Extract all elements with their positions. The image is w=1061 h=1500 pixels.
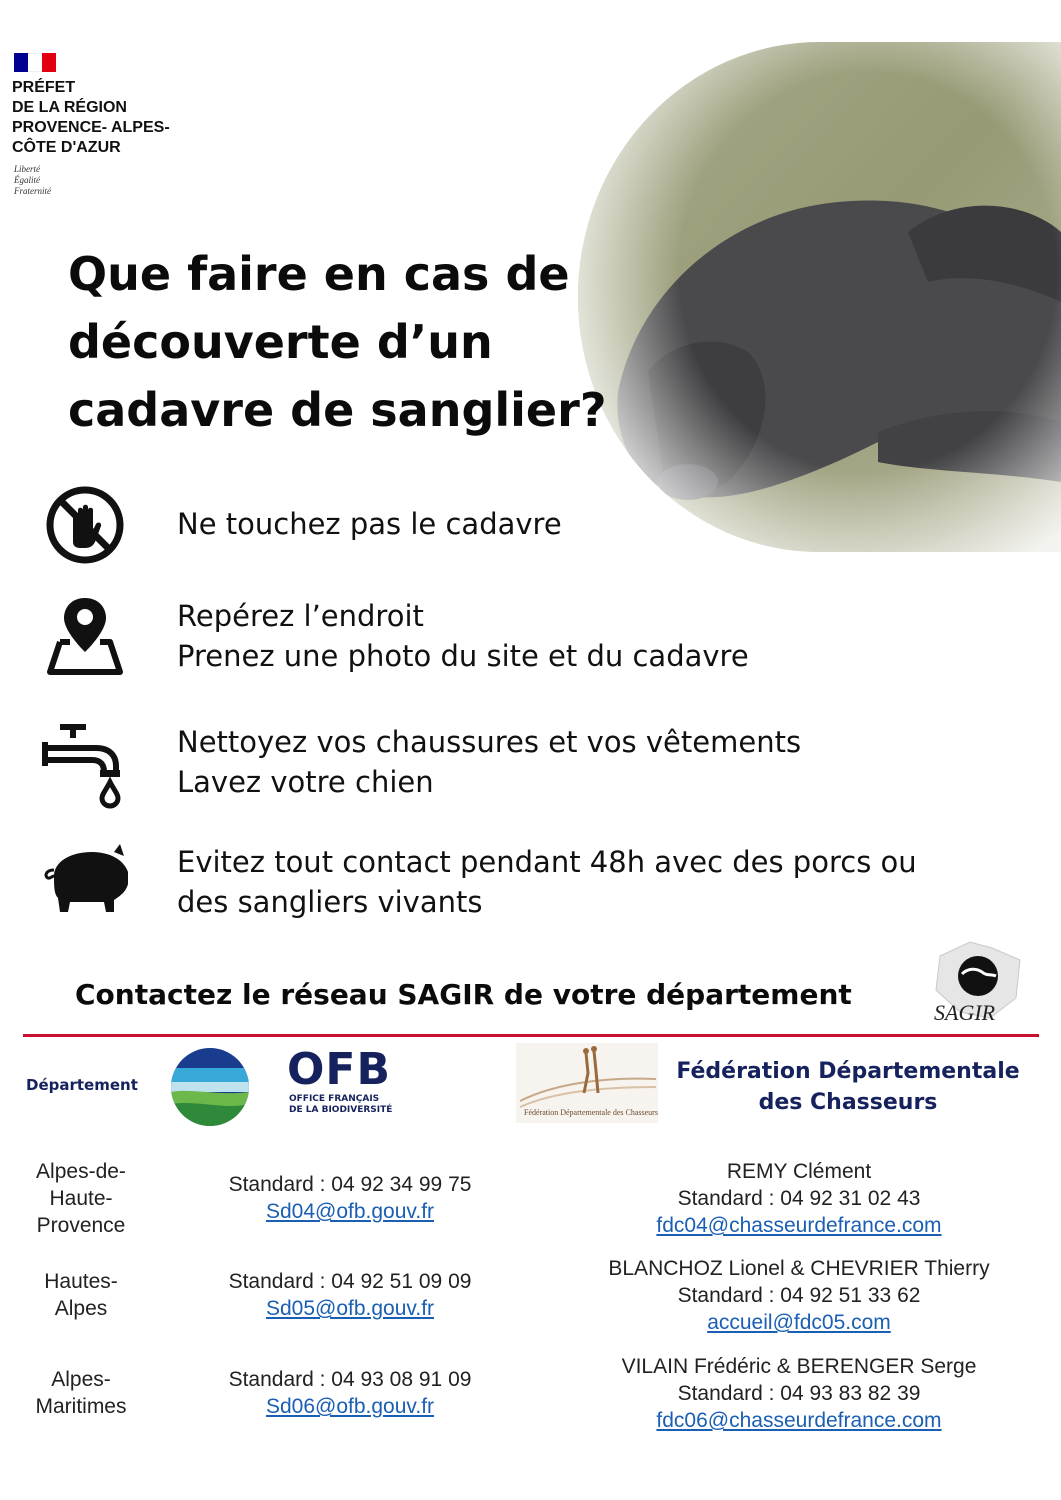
page-title: Que faire en cas de découverte d’un cadavre de sanglier? — [68, 247, 607, 437]
fdc-column-header: Fédération Départementale des Chasseurs — [676, 1059, 1020, 1115]
ofb-email-link[interactable]: Sd05@ofb.gouv.fr — [265, 1297, 435, 1320]
department-column-header: Département — [26, 1076, 138, 1094]
fdc-contact-name: VILAIN Frédéric & BERENGER Serge — [621, 1355, 977, 1378]
svg-text:SAGIR: SAGIR — [934, 1000, 996, 1025]
ofb-logo-text: OFB — [287, 1044, 391, 1095]
fdc-phone: Standard : 04 93 83 82 39 — [677, 1382, 921, 1405]
ofb-contact — [180, 1268, 520, 1322]
fdc-email-link[interactable]: fdc06@chasseurdefrance.com — [656, 1409, 942, 1432]
fdc-phone: Standard : 04 92 31 02 43 — [677, 1187, 921, 1210]
ofb-logo-subtitle: OFFICE FRANÇAIS DE LA BIODIVERSITÉ — [289, 1094, 393, 1115]
ofb-phone: Standard : 04 92 34 99 75 — [228, 1173, 472, 1196]
step-text: Ne touchez pas le cadavre — [177, 507, 562, 541]
department-name: Hautes- Alpes — [44, 1270, 118, 1320]
step-text: Nettoyez vos chaussures et vos vêtements Lavez votre chien — [177, 725, 802, 799]
department-name: Alpes-de- Haute- Provence — [36, 1160, 126, 1237]
ofb-contact — [180, 1366, 520, 1420]
fdc-email-link[interactable]: accueil@fdc05.com — [707, 1311, 891, 1334]
no-touch-icon — [40, 480, 130, 570]
prefect-name: PRÉFET DE LA RÉGION PROVENCE- ALPES- CÔTE D'AZUR — [12, 79, 170, 156]
map-pin-icon — [40, 592, 130, 682]
department-name: Alpes- Maritimes — [35, 1368, 127, 1418]
fdc-contact-name: REMY Clément — [726, 1160, 872, 1183]
step-text: Repérez l’endroit Prenez une photo du site et du cadavre — [177, 599, 749, 673]
tap-icon — [40, 720, 130, 810]
fdc-contact — [560, 1158, 1038, 1239]
fdc-email-link[interactable]: fdc04@chasseurdefrance.com — [656, 1214, 942, 1237]
fdc-contact — [560, 1255, 1038, 1336]
fdc-phone: Standard : 04 92 51 33 62 — [677, 1284, 921, 1307]
ofb-contact — [180, 1171, 520, 1225]
step-text: Evitez tout contact pendant 48h avec des porcs ou des sangliers vivants — [177, 845, 917, 919]
ofb-emblem — [171, 1048, 249, 1126]
ofb-email-link[interactable]: Sd06@ofb.gouv.fr — [265, 1395, 435, 1418]
svg-text:Fédération Départementale des: Fédération Départementale des Chasseurs — [524, 1108, 658, 1117]
fdc-contact-name: BLANCHOZ Lionel & CHEVRIER Thierry — [608, 1257, 990, 1280]
french-flag-logo — [14, 53, 56, 72]
section-divider — [23, 1034, 1039, 1037]
ofb-email-link[interactable]: Sd04@ofb.gouv.fr — [265, 1200, 435, 1223]
ofb-phone: Standard : 04 93 08 91 09 — [228, 1368, 472, 1391]
fdc-contact — [560, 1353, 1038, 1434]
fdc-logo — [516, 1043, 658, 1123]
sagir-logo — [930, 938, 1030, 1028]
pig-icon — [40, 840, 130, 930]
ofb-phone: Standard : 04 92 51 09 09 — [228, 1270, 472, 1293]
republic-motto: Liberté Égalité Fraternité — [14, 164, 51, 196]
contact-heading: Contactez le réseau SAGIR de votre département — [75, 978, 852, 1011]
